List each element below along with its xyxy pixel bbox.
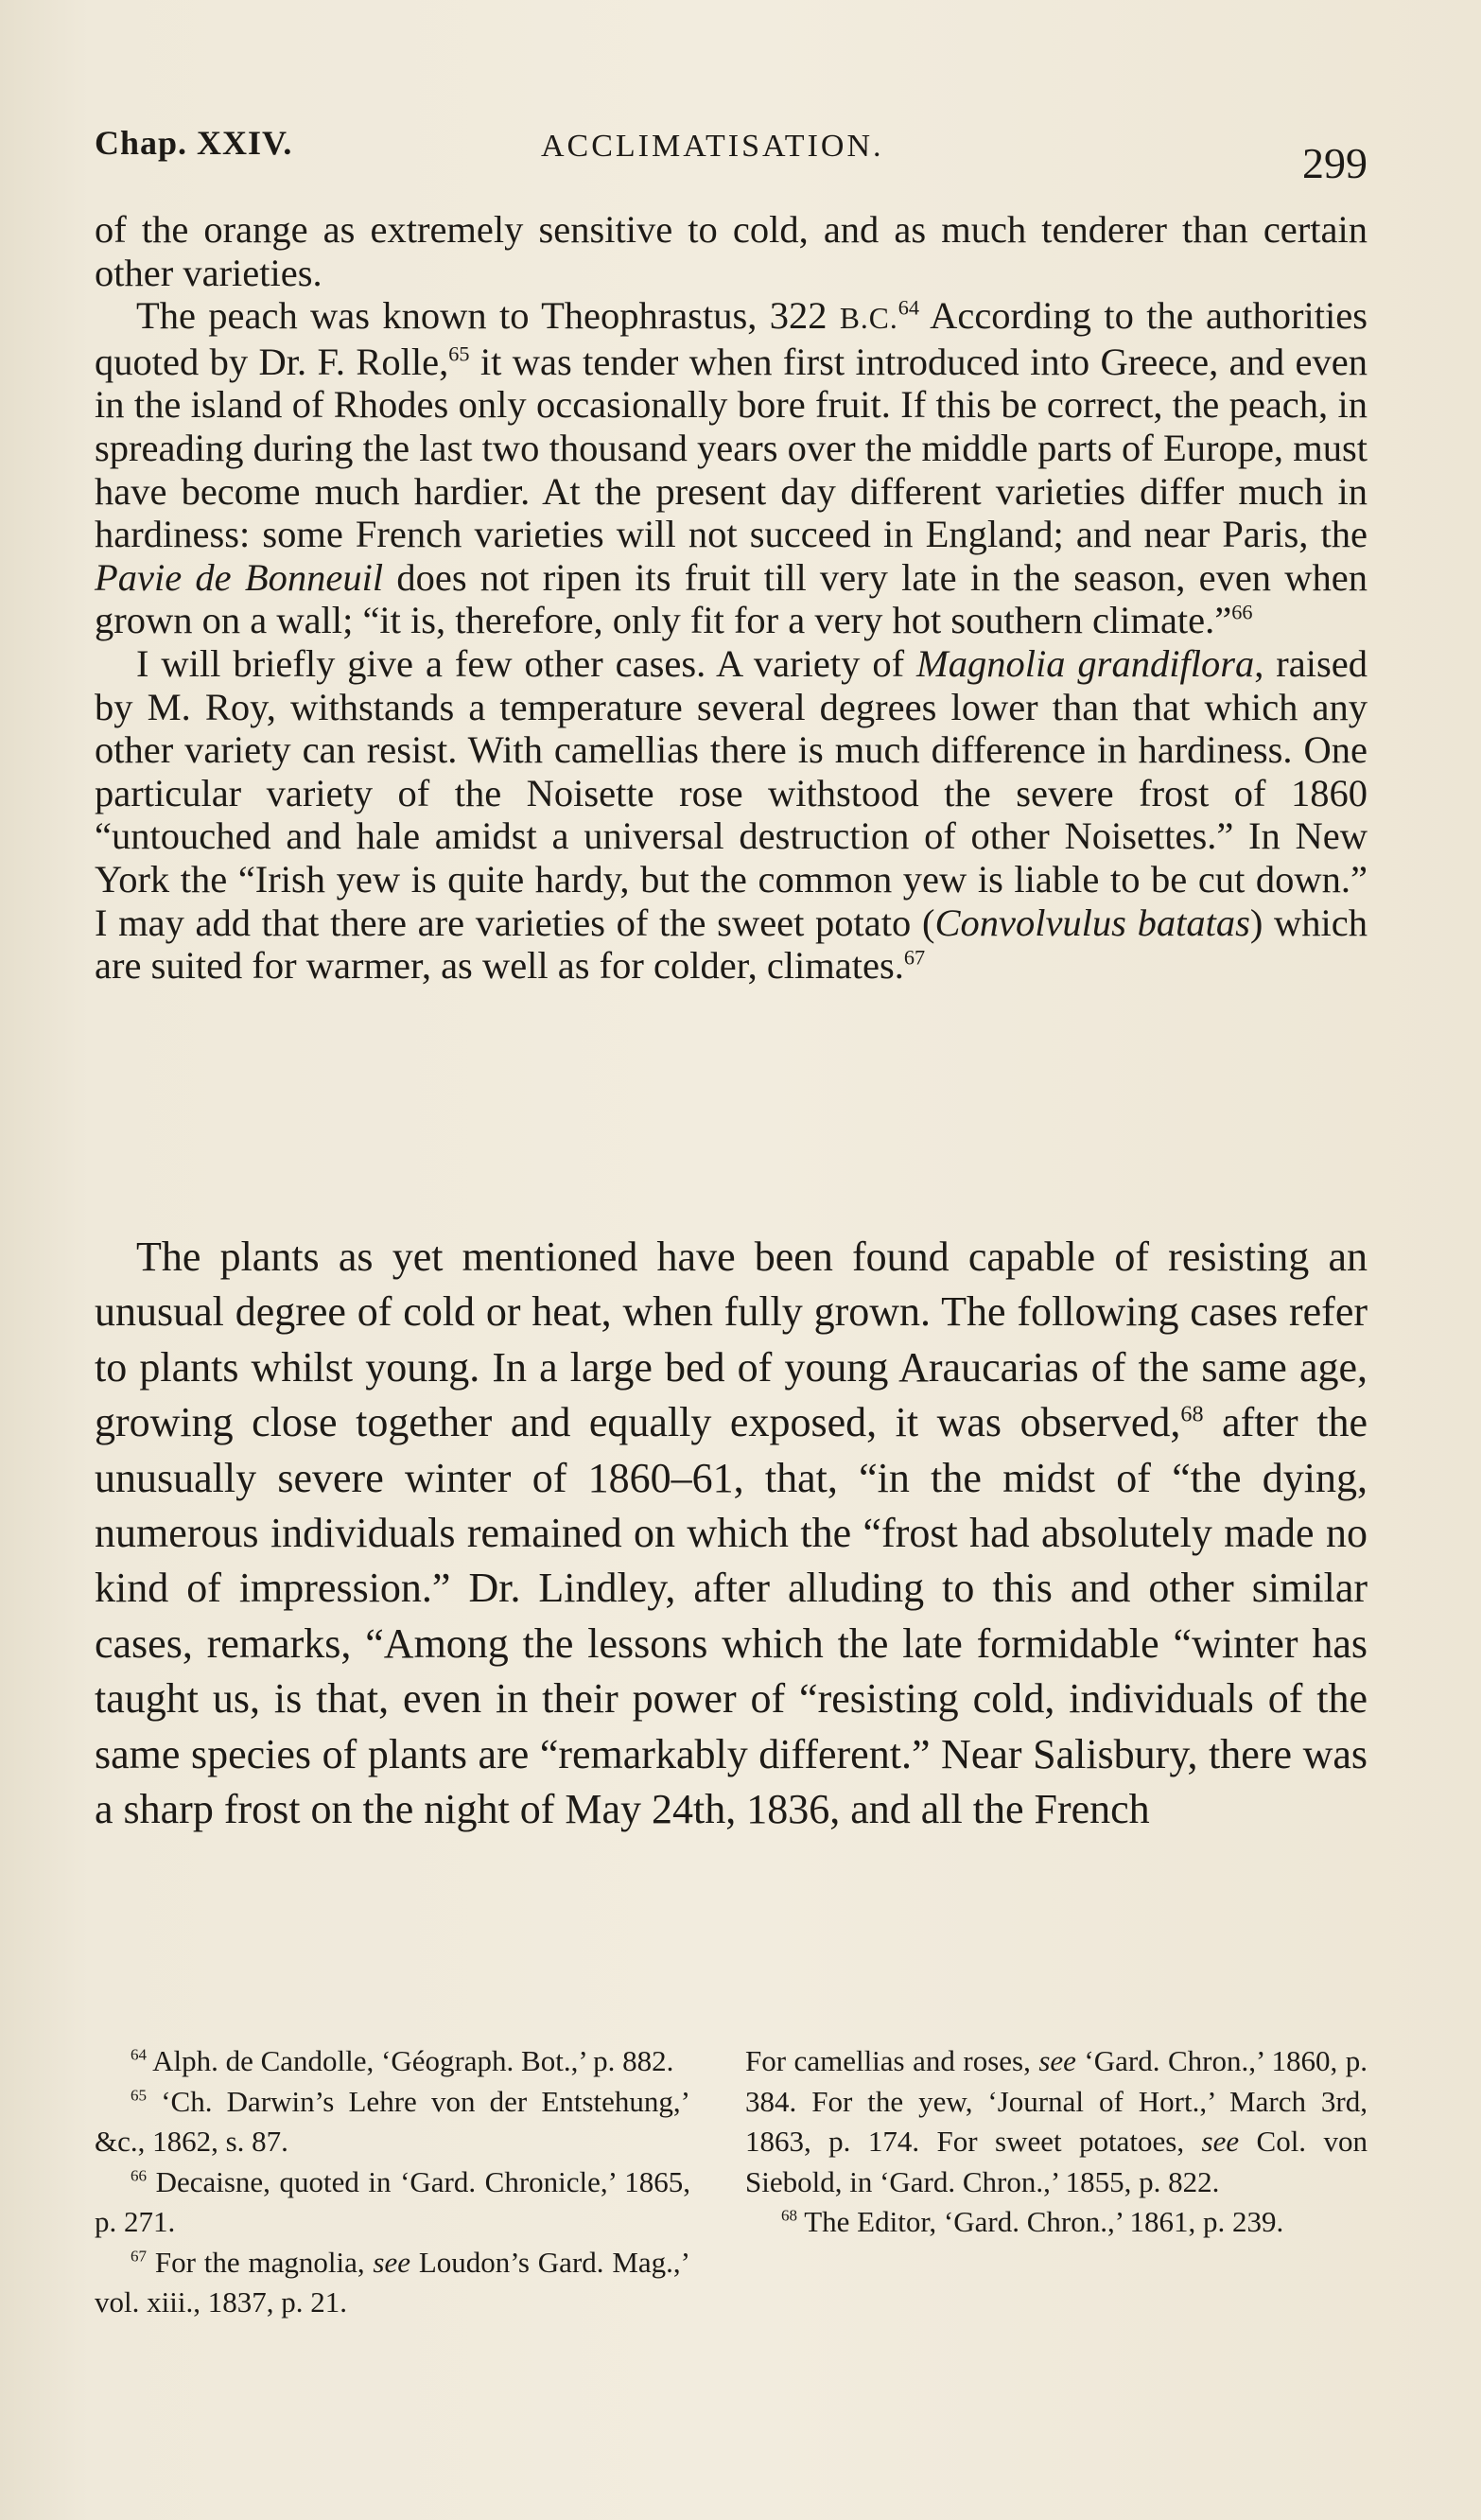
- peach-text-b: According to the authorities quoted by Dr. F. Rolle,: [95, 294, 1368, 383]
- footnote-text: The Editor, ‘Gard. Chron.,’ 1861, p. 239.: [797, 2205, 1284, 2238]
- paragraph-orange: of the orange as extremely sensitive to cold, and as much tenderer than certain other varieties.: [95, 208, 1368, 294]
- footnote-65: [95, 2082, 690, 2162]
- paragraph-young-plants: [95, 1230, 1368, 1837]
- footnote-text: Loudon’s Gard. Mag.,’ vol. xiii., 1837, p. 21.: [95, 2245, 690, 2319]
- footnote-ref-64[interactable]: 64: [897, 295, 919, 320]
- footnotes-right-column: [745, 2041, 1368, 2243]
- footnote-ref-67[interactable]: 67: [903, 945, 926, 970]
- paragraph-peach: [95, 294, 1368, 642]
- bc-abbrev: B.C.: [839, 302, 898, 336]
- footnote-text: ‘Gard. Chron.,’ 1860, p. 384. For the yew, ‘Journal of Hort.,’ March 3rd, 1863, p. 174. For sweet potatoes,: [745, 2044, 1368, 2158]
- footnote-text: Alph. de Candolle, ‘Géograph. Bot.,’ p. 882.: [147, 2044, 674, 2077]
- footnote-number: 68: [781, 2206, 798, 2225]
- footnote-66: [95, 2162, 690, 2243]
- chapter-label: Chap. XXIV.: [95, 124, 293, 162]
- cases-text-c: ) which are suited for warmer, as well as for colder, climates.: [95, 901, 1368, 988]
- footnote-number: 66: [131, 2166, 148, 2185]
- paragraph-other-cases: [95, 642, 1368, 988]
- peach-text-d: does not ripen its fruit till very late in the season, even when grown on a wall; “it is, therefore, only fit for a very hot southern climate.”: [95, 555, 1368, 642]
- page-number: 299: [1302, 139, 1368, 187]
- see-italic: see: [1201, 2125, 1240, 2158]
- pavie-italic: Pavie de Bonneuil: [95, 555, 384, 599]
- cases-text-a: I will briefly give a few other cases. A variety of: [136, 641, 916, 685]
- footnote-67-continued: [745, 2041, 1368, 2202]
- footnote-text: ‘Ch. Darwin’s Lehre von der Entstehung,’ &c., 1862, s. 87.: [95, 2084, 690, 2158]
- cases-text-b: , raised by M. Roy, withstands a temperature several degrees lower than that which any other variety can resist. With camellias there is much difference in hardiness. One particular variety of the Noisette rose withstood the severe frost of 1860 “untouched and hale amidst a universal destruction of other Noisettes.” In New York the “Irish yew is quite hardy, but the common yew is liable to be cut down.” I may add that there are varieties of the sweet potato (: [95, 641, 1368, 944]
- footnote-text: For camellias and roses,: [745, 2044, 1039, 2077]
- footnote-67: [95, 2243, 690, 2323]
- main-text-passage: [95, 1230, 1368, 1837]
- see-italic: see: [373, 2245, 411, 2279]
- footnote-64: [95, 2041, 690, 2082]
- main-text-a: The plants as yet mentioned have been found capable of resisting an unusual degree of cold or heat, when fully grown. The following cases refer to plants whilst young. In a large bed of young Araucarias of the same age, growing close together and equally exposed, it was observed,: [95, 1234, 1368, 1446]
- footnote-text: For the magnolia,: [147, 2245, 374, 2279]
- small-type-passage: [95, 208, 1368, 988]
- peach-text-a: The peach was known to Theophrastus, 322: [136, 294, 840, 338]
- footnote-number: 65: [131, 2086, 148, 2105]
- footnote-ref-68[interactable]: 68: [1180, 1401, 1204, 1427]
- convolvulus-italic: Convolvulus batatas: [934, 901, 1250, 944]
- main-text-b: after the unusually severe winter of 1860–61, that, “in the midst of “the dying, numerous individuals remained on which the “frost had absolutely made no kind of impression.” Dr. Lindley, after alluding to this and other similar cases, remarks, “Among the lessons which the late formidable “winter has taught us, is that, even in their power of “resisting cold, individuals of the same species of plants are “remarkably different.” Near Salisbury, there was a sharp frost on the night of May 24th, 1836, and all the French: [95, 1399, 1368, 1833]
- running-title: ACCLIMATISATION.: [541, 129, 884, 164]
- footnote-text: Col. von Siebold, in ‘Gard. Chron.,’ 1855, p. 822.: [745, 2125, 1368, 2198]
- footnotes: [95, 2041, 1368, 2372]
- see-italic: see: [1038, 2044, 1076, 2077]
- magnolia-italic: Magnolia grandiflora: [916, 641, 1255, 685]
- peach-text-c: it was tender when first introduced into Greece, and even in the island of Rhodes only occasionally bore fruit. If this be correct, the peach, in spreading during the last two thousand years over the middle parts of Europe, must have become much hardier. At the present day different varieties differ much in hardiness: some French varieties will not succeed in England; and near Paris, the: [95, 340, 1368, 556]
- footnote-ref-66[interactable]: 66: [1231, 600, 1253, 624]
- running-head: [95, 112, 1368, 187]
- footnote-text: Decaisne, quoted in ‘Gard. Chronicle,’ 1865, p. 271.: [95, 2164, 690, 2238]
- footnote-ref-65[interactable]: 65: [448, 341, 470, 366]
- footnote-number: 67: [131, 2247, 148, 2266]
- footnotes-left-column: [95, 2041, 690, 2323]
- footnote-number: 64: [131, 2045, 148, 2064]
- footnote-68: [745, 2202, 1368, 2243]
